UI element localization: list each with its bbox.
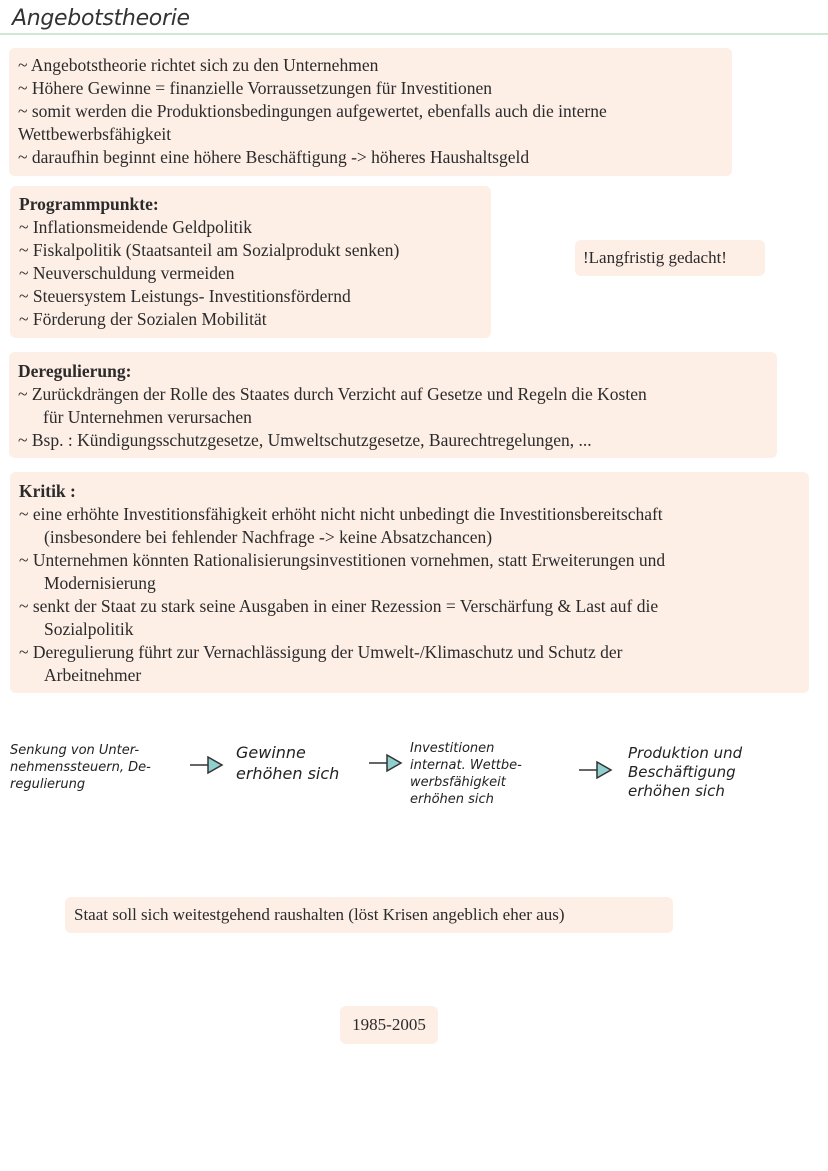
intro-line: ~ daraufhin beginnt eine höhere Beschäftigung -> höheres Haushaltsgeld xyxy=(18,147,530,167)
flow-text: Gewinne xyxy=(236,743,306,762)
years-badge xyxy=(340,1006,438,1044)
kritik-line: Arbeitnehmer xyxy=(44,665,142,685)
flow-text: Investitionen xyxy=(410,741,495,756)
staat-note xyxy=(65,897,673,933)
program-item: ~ Fiskalpolitik (Staatsanteil am Sozialprodukt senken) xyxy=(19,240,400,260)
flow-text: werbsfähigkeit xyxy=(410,775,506,790)
deregulierung-line: für Unternehmen verursachen xyxy=(43,407,252,427)
flow-text: Beschäftigung xyxy=(628,763,736,781)
deregulierung-box xyxy=(9,352,777,458)
flow-step-gewinne xyxy=(236,742,339,784)
arrow-right-icon xyxy=(577,759,615,781)
intro-line: Wettbewerbsfähigkeit xyxy=(18,124,172,144)
flow-text: erhöhen sich xyxy=(628,782,725,800)
kritik-heading: Kritik : xyxy=(19,481,76,501)
title-underline xyxy=(0,33,828,35)
flow-text: erhöhen sich xyxy=(236,764,340,783)
flow-text: Produktion und xyxy=(628,744,743,762)
kritik-box xyxy=(10,472,809,693)
program-box xyxy=(10,186,491,338)
kritik-line: ~ Unternehmen könnten Rationalisierungsinvestitionen vornehmen, statt Erweiterungen und xyxy=(19,550,666,570)
deregulierung-line: ~ Bsp. : Kündigungsschutzgesetze, Umweltschutzgesetze, Baurechtregelungen, ... xyxy=(18,430,592,450)
kritik-line: (insbesondere bei fehlender Nachfrage -> keine Absatzchancen) xyxy=(44,527,493,547)
flow-text: internat. Wettbe- xyxy=(410,758,522,773)
program-item: ~ Neuverschuldung vermeiden xyxy=(19,263,235,283)
kritik-line: Sozialpolitik xyxy=(44,619,134,639)
intro-line: ~ somit werden die Produktionsbedingungen aufgewertet, ebenfalls auch die interne xyxy=(18,101,607,121)
langfristig-note xyxy=(575,240,765,276)
program-item: ~ Inflationsmeidende Geldpolitik xyxy=(19,217,253,237)
deregulierung-heading: Deregulierung: xyxy=(18,361,132,381)
flow-text: erhöhen sich xyxy=(410,792,494,807)
kritik-line: Modernisierung xyxy=(44,573,156,593)
flow-text: Senkung von Unter- xyxy=(10,743,140,758)
kritik-line: ~ Deregulierung führt zur Vernachlässigung der Umwelt-/Klimaschutz und Schutz der xyxy=(19,642,623,662)
deregulierung-line: ~ Zurückdrängen der Rolle des Staates durch Verzicht auf Gesetze und Regeln die Kosten xyxy=(18,384,647,404)
program-item: ~ Förderung der Sozialen Mobilität xyxy=(19,309,267,329)
flow-step-steuersenkung xyxy=(10,742,151,793)
kritik-line: ~ eine erhöhte Investitionsfähigkeit erhöht nicht nicht unbedingt die Investitionsbereitschaft xyxy=(19,504,663,524)
flow-text: regulierung xyxy=(10,777,86,792)
intro-line: ~ Höhere Gewinne = finanzielle Vorraussetzungen für Investitionen xyxy=(18,78,493,98)
kritik-line: ~ senkt der Staat zu stark seine Ausgaben in einer Rezession = Verschärfung & Last auf die xyxy=(19,596,659,616)
intro-line: ~ Angebotstheorie richtet sich zu den Unternehmen xyxy=(18,55,379,75)
langfristig-text: !Langfristig gedacht! xyxy=(583,248,727,267)
page-title: Angebotstheorie xyxy=(12,6,190,31)
flow-step-investitionen xyxy=(410,740,522,808)
flow-step-produktion xyxy=(628,744,742,801)
arrow-right-icon xyxy=(367,752,405,774)
staat-text: Staat soll sich weitestgehend raushalten (löst Krisen angeblich eher aus) xyxy=(74,905,565,924)
program-item: ~ Steuersystem Leistungs- Investitionsfördernd xyxy=(19,286,351,306)
flow-text: nehmenssteuern, De- xyxy=(10,760,151,775)
years-text: 1985-2005 xyxy=(352,1015,426,1034)
arrow-right-icon xyxy=(188,754,226,776)
program-heading: Programmpunkte: xyxy=(19,194,159,214)
intro-box xyxy=(9,48,732,176)
